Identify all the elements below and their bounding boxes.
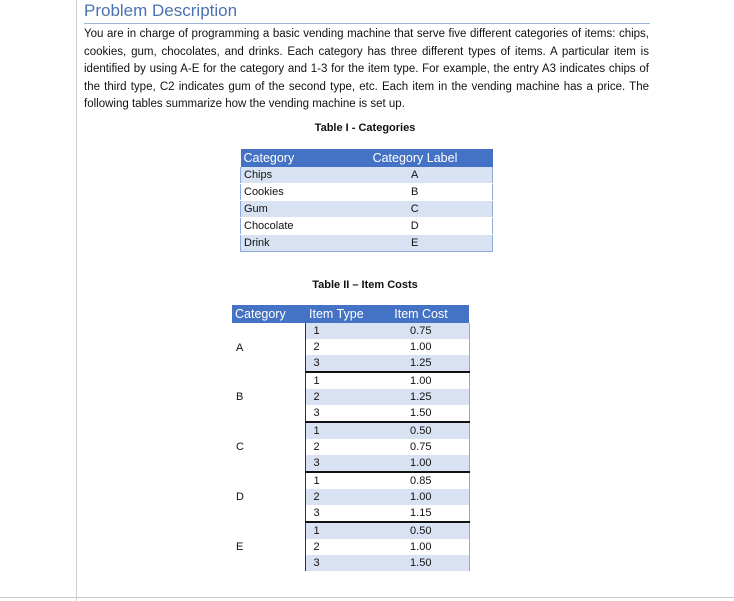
category-name-cell: Drink bbox=[241, 235, 338, 252]
category-name-cell: Cookies bbox=[241, 184, 338, 201]
section-heading: Problem Description bbox=[84, 1, 238, 20]
item-cost-cell: 1.25 bbox=[373, 389, 469, 405]
item-cost-cell: 1.00 bbox=[373, 539, 469, 555]
item-cost-cell: 0.75 bbox=[373, 323, 469, 339]
heading-rule bbox=[84, 23, 650, 24]
category-label-cell: A bbox=[337, 167, 492, 184]
item-type-cell: 2 bbox=[305, 389, 373, 405]
table2-header-category: Category bbox=[232, 305, 305, 323]
group-category-cell: C bbox=[232, 422, 305, 472]
item-type-cell: 2 bbox=[305, 339, 373, 355]
item-cost-cell: 1.00 bbox=[373, 489, 469, 505]
item-cost-cell: 1.15 bbox=[373, 505, 469, 522]
item-type-cell: 3 bbox=[305, 455, 373, 472]
item-type-cell: 1 bbox=[305, 522, 373, 539]
table-row bbox=[232, 422, 469, 439]
item-cost-cell: 0.50 bbox=[373, 422, 469, 439]
item-type-cell: 2 bbox=[305, 439, 373, 455]
item-type-cell: 1 bbox=[305, 422, 373, 439]
table-row bbox=[232, 472, 469, 489]
item-cost-cell: 0.50 bbox=[373, 522, 469, 539]
item-type-cell: 1 bbox=[305, 372, 373, 389]
item-cost-cell: 1.50 bbox=[373, 405, 469, 422]
item-cost-cell: 1.00 bbox=[373, 339, 469, 355]
group-category-cell: A bbox=[232, 323, 305, 372]
table-row bbox=[232, 372, 469, 389]
category-label-cell: C bbox=[337, 201, 492, 218]
item-type-cell: 3 bbox=[305, 555, 373, 571]
item-cost-cell: 0.75 bbox=[373, 439, 469, 455]
item-type-cell: 3 bbox=[305, 505, 373, 522]
category-label-cell: E bbox=[337, 235, 492, 252]
table1-caption: Table I - Categories bbox=[314, 122, 416, 134]
item-type-cell: 3 bbox=[305, 405, 373, 422]
table-row bbox=[232, 323, 469, 339]
category-name-cell: Gum bbox=[241, 201, 338, 218]
item-cost-cell: 1.00 bbox=[373, 372, 469, 389]
item-cost-cell: 1.00 bbox=[373, 455, 469, 472]
table-row bbox=[241, 235, 493, 252]
table-row bbox=[232, 522, 469, 539]
categories-table bbox=[240, 149, 493, 252]
group-category-cell: E bbox=[232, 522, 305, 571]
item-type-cell: 2 bbox=[305, 489, 373, 505]
item-type-cell: 1 bbox=[305, 472, 373, 489]
group-category-cell: D bbox=[232, 472, 305, 522]
table2-caption: Table II – Item Costs bbox=[312, 279, 418, 291]
category-name-cell: Chips bbox=[241, 167, 338, 184]
table2-header-item-type: Item Type bbox=[305, 305, 373, 323]
item-type-cell: 3 bbox=[305, 355, 373, 372]
group-category-cell: B bbox=[232, 372, 305, 422]
category-name-cell: Chocolate bbox=[241, 218, 338, 235]
table1-header-category: Category bbox=[241, 149, 338, 167]
table-row bbox=[241, 218, 493, 235]
item-cost-cell: 1.25 bbox=[373, 355, 469, 372]
table-row bbox=[241, 184, 493, 201]
item-costs-table bbox=[232, 305, 470, 571]
table-row bbox=[241, 201, 493, 218]
table1-header-label: Category Label bbox=[337, 149, 492, 167]
item-type-cell: 2 bbox=[305, 539, 373, 555]
item-cost-cell: 1.50 bbox=[373, 555, 469, 571]
item-cost-cell: 0.85 bbox=[373, 472, 469, 489]
table-row bbox=[241, 167, 493, 184]
item-type-cell: 1 bbox=[305, 323, 373, 339]
table2-header-item-cost: Item Cost bbox=[373, 305, 469, 323]
category-label-cell: D bbox=[337, 218, 492, 235]
page-bottom-border bbox=[0, 597, 734, 598]
category-label-cell: B bbox=[337, 184, 492, 201]
problem-paragraph: You are in charge of programming a basic vending machine that serve five different categories of items: chips, cookies, gum, chocolates, and drinks. Each category has three different types of items. A particular item is identified by using A-E for the category and 1-3 for the item type. For example, the entry A3 indicates chips of the third type, C2 indicates gum of the second type, etc. Each item in the vending machine has a price. The following tables summarize how the vending machine is set up. bbox=[84, 28, 649, 111]
page-left-border bbox=[76, 0, 77, 601]
